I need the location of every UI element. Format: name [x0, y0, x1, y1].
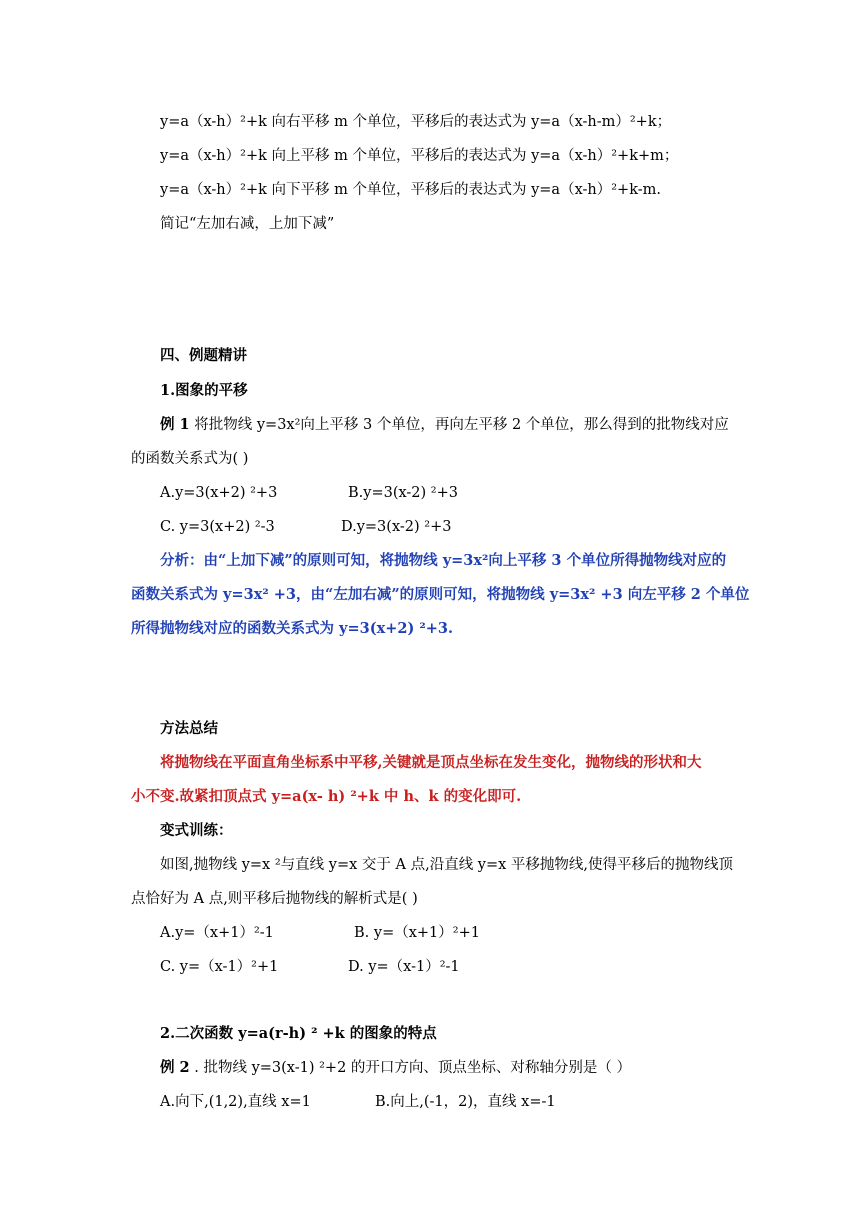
- example1-option-c: C. y=3(x+2) ²-3: [160, 519, 275, 535]
- analysis-line3: 所得抛物线对应的函数关系式为 y=3(x+2) ²+3.: [131, 620, 454, 637]
- variant-line1: 如图,抛物线 y=x ²与直线 y=x 交于 A 点,沿直线 y=x 平移抛物线,使得平移后的抛物线顶: [160, 857, 734, 873]
- example2-label: 例 2: [160, 1059, 190, 1076]
- method-line1: 将抛物线在平面直角坐标系中平移,关键就是顶点坐标在发生变化，抛物线的形状和大: [160, 754, 702, 771]
- variant-line2: 点恰好为 A 点,则平移后抛物线的解析式是( ): [131, 891, 418, 907]
- example1-line2: 的函数关系式为( ): [131, 451, 249, 467]
- analysis-line2: 函数关系式为 y=3x² +3，由“左加右减”的原则可知，将抛物线 y=3x² +3 向左平移 2 个单位: [131, 586, 750, 603]
- method-line2: 小不变.故紧扣顶点式 y=a(x- h) ²+k 中 h、k 的变化即可.: [131, 788, 522, 805]
- section-heading: 四、例题精讲: [160, 347, 247, 364]
- rule-down: y=a（x-h）²+k 向下平移 m 个单位，平移后的表达式为 y=a（x-h）²+k-m.: [160, 182, 661, 198]
- rule-up: y=a（x-h）²+k 向上平移 m 个单位，平移后的表达式为 y=a（x-h）²+k+m；: [160, 148, 679, 164]
- rule-right: y=a（x-h）²+k 向右平移 m 个单位，平移后的表达式为 y=a（x-h-m）²+k；: [160, 114, 672, 130]
- example2-option-b: B.向上,(-1，2)，直线 x=-1: [375, 1094, 556, 1110]
- variant-option-a: A.y=（x+1）²-1: [160, 925, 274, 941]
- example1-option-a: A.y=3(x+2) ²+3: [160, 485, 278, 501]
- method-heading: 方法总结: [160, 720, 218, 737]
- example2-text: . 批物线 y=3(x-1) ²+2 的开口方向、顶点坐标、对称轴分别是（ ）: [189, 1060, 632, 1076]
- example1-line1: [160, 415, 729, 435]
- example2-line: [160, 1058, 631, 1078]
- section2-heading: 2.二次函数 y=a(r-h) ² +k 的图象的特点: [160, 1025, 437, 1042]
- variant-option-c: C. y=（x-1）²+1: [160, 959, 279, 975]
- variant-option-b: B. y=（x+1）²+1: [354, 925, 480, 941]
- example1-label: 例 1: [160, 416, 190, 433]
- analysis-line1: 分析：由“上加下减”的原则可知，将抛物线 y=3x²向上平移 3 个单位所得抛物线对应的: [160, 552, 727, 569]
- example1-text: 将批物线 y=3x²向上平移 3 个单位，再向左平移 2 个单位，那么得到的批物线对应: [189, 417, 729, 433]
- subsection-heading: 1.图象的平移: [160, 382, 248, 399]
- variant-option-d: D. y=（x-1）²-1: [348, 959, 460, 975]
- variant-heading: 变式训练：: [160, 822, 233, 839]
- example1-option-d: D.y=3(x-2) ²+3: [341, 519, 452, 535]
- rule-mnemonic: 简记“左加右减，上加下减”: [160, 216, 335, 232]
- example1-option-b: B.y=3(x-2) ²+3: [348, 485, 458, 501]
- example2-option-a: A.向下,(1,2),直线 x=1: [160, 1094, 311, 1110]
